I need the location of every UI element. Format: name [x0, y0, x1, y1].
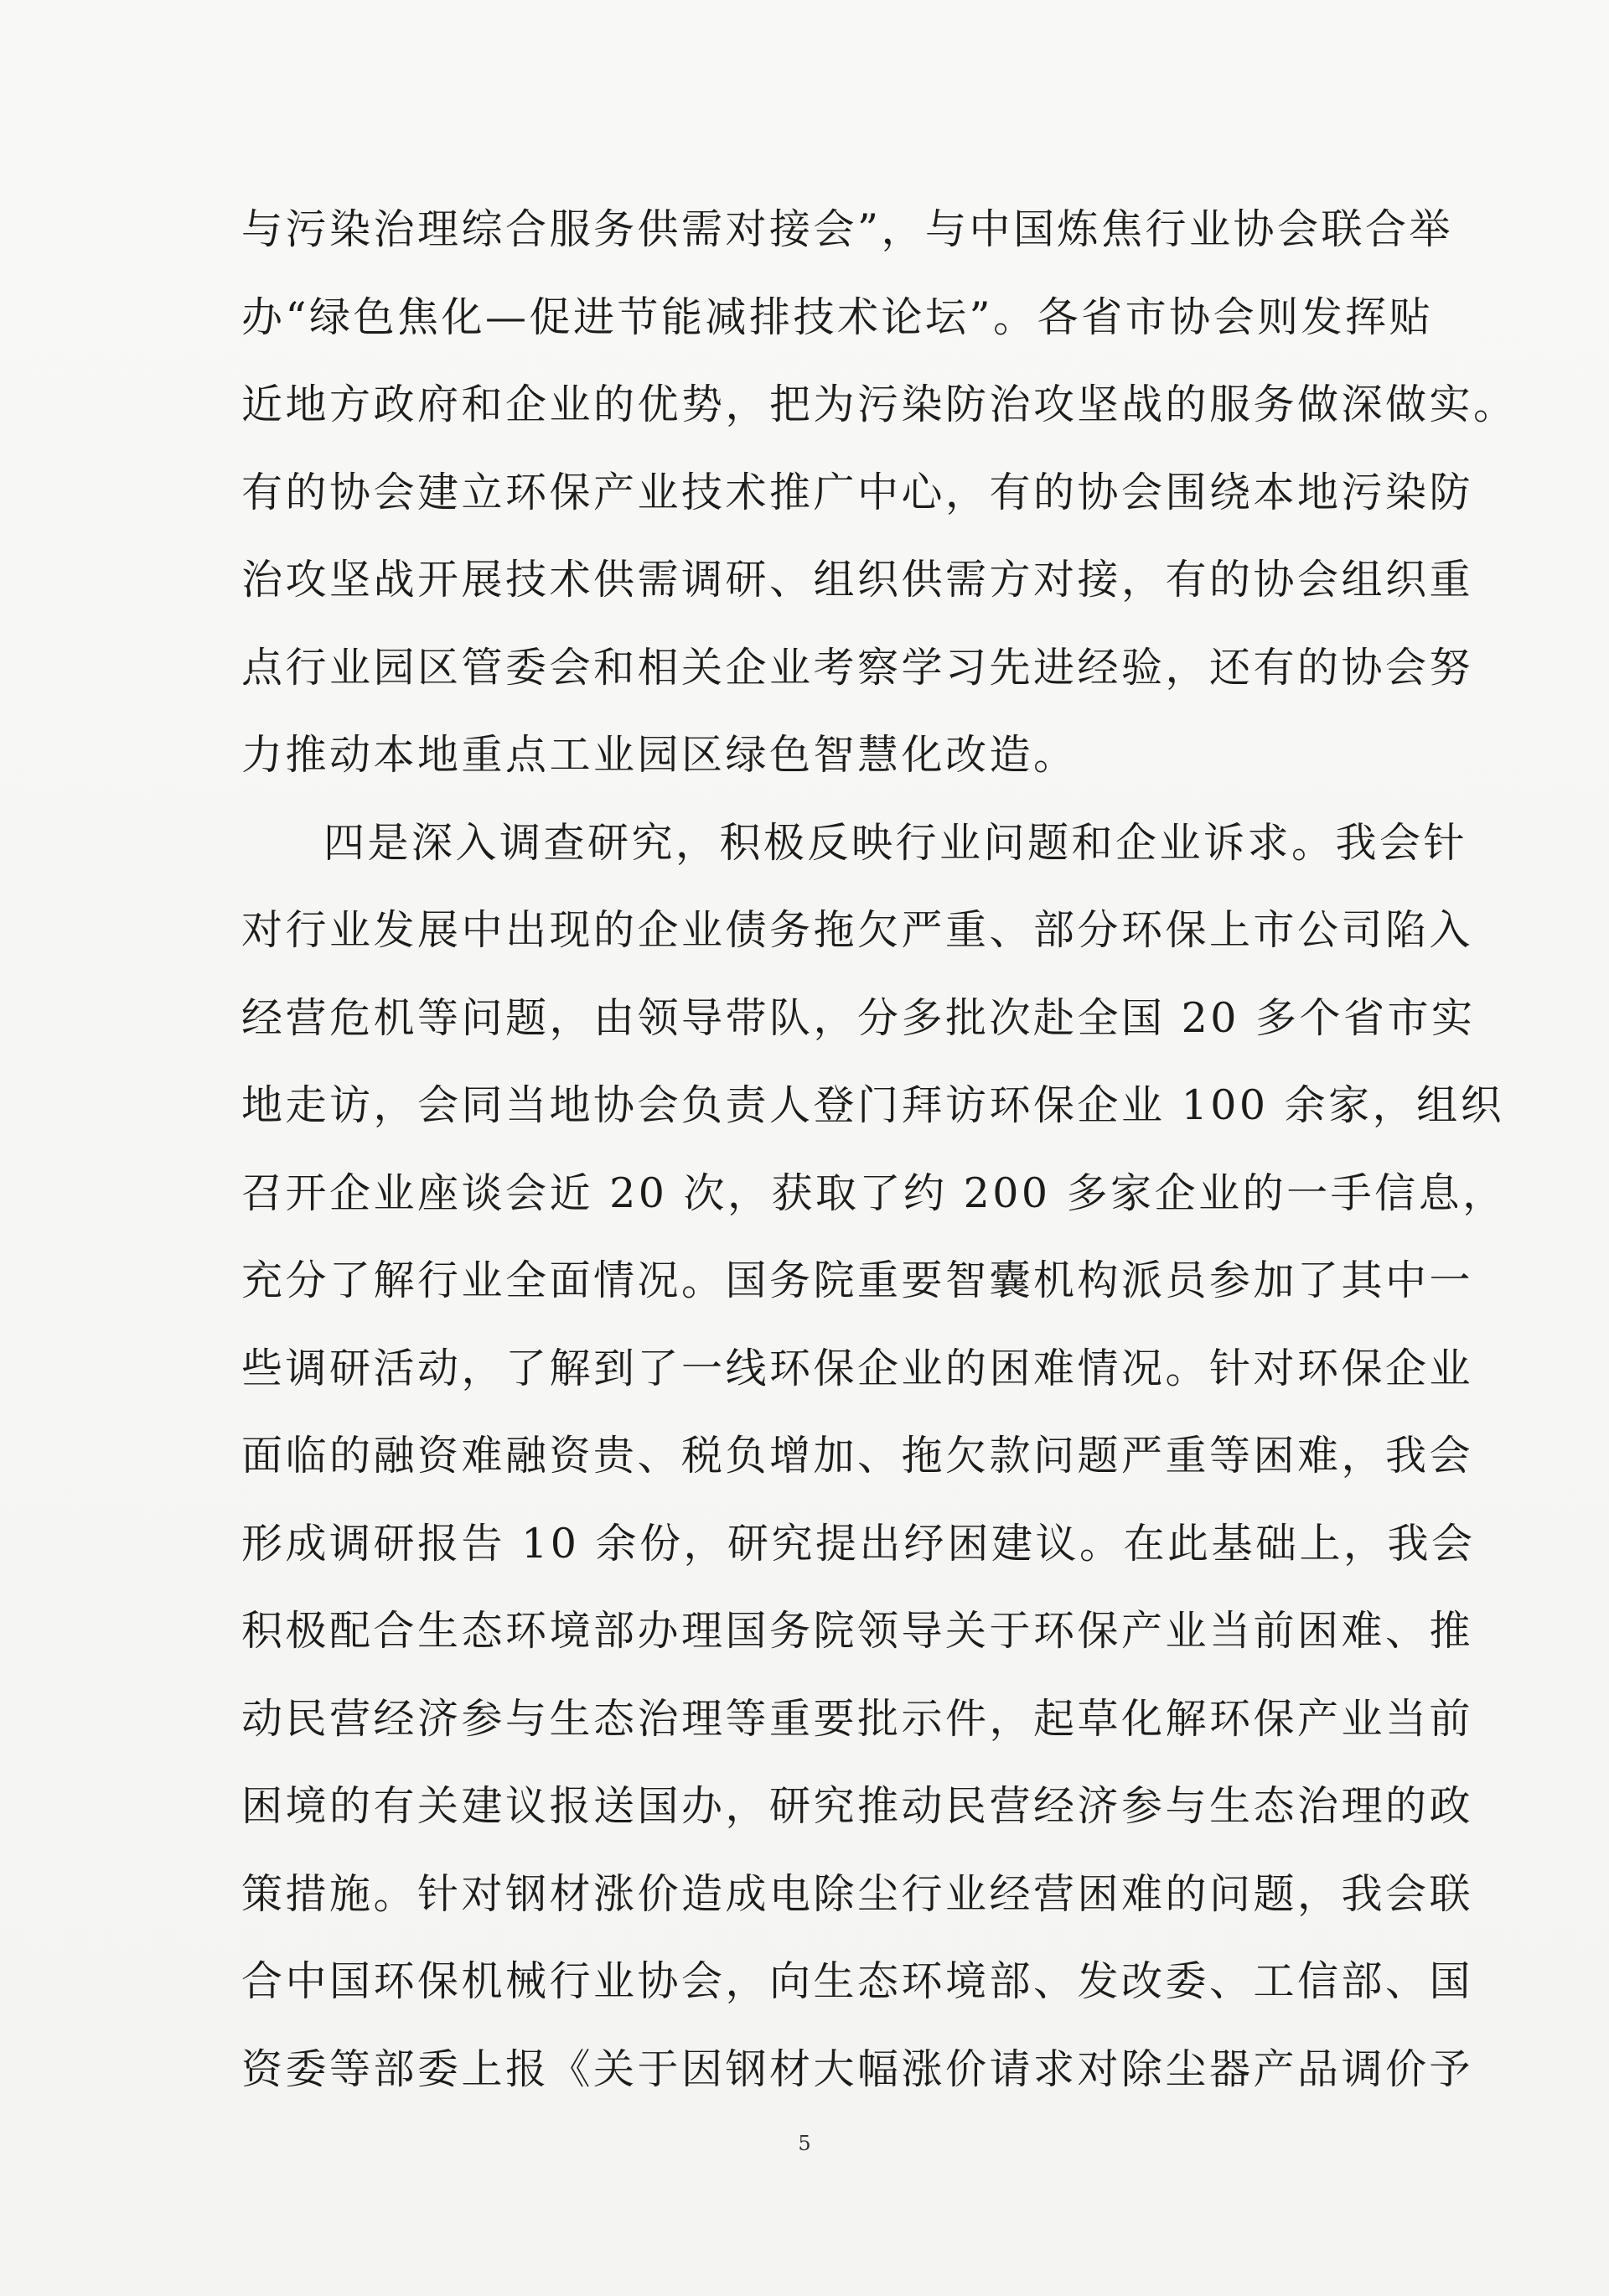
text-line: 困境的有关建议报送国办，研究推动民营经济参与生态治理的政 — [241, 1782, 1474, 1830]
text-line: 点行业园区管委会和相关企业考察学习先进经验，还有的协会努 — [241, 643, 1474, 692]
text-line: 办“绿色焦化—促进节能减排技术论坛”。各省市协会则发挥贴 — [241, 293, 1434, 341]
text-line: 与污染治理综合服务供需对接会”，与中国炼焦行业协会联合举 — [241, 205, 1454, 253]
text-line: 面临的融资难融资贵、税负增加、拖欠款问题严重等困难，我会 — [241, 1432, 1474, 1480]
text-line: 治攻坚战开展技术供需调研、组织供需方对接，有的协会组织重 — [241, 556, 1474, 604]
text-line: 动民营经济参与生态治理等重要批示件，起草化解环保产业当前 — [241, 1694, 1474, 1743]
text-line: 合中国环保机械行业协会，向生态环境部、发改委、工信部、国 — [241, 1957, 1474, 2005]
text-line: 形成调研报告 10 余份，研究提出纾困建议。在此基础上，我会 — [241, 1519, 1476, 1568]
text-line: 近地方政府和企业的优势，把为污染防治攻坚战的服务做深做实。 — [241, 381, 1518, 428]
text-line: 充分了解行业全面情况。国务院重要智囊机构派员参加了其中一 — [241, 1257, 1474, 1304]
text-line: 力推动本地重点工业园区绿色智慧化改造。 — [241, 731, 1078, 779]
text-line: 有的协会建立环保产业技术推广中心，有的协会围绕本地污染防 — [241, 468, 1474, 516]
body-text — [241, 186, 1518, 2113]
text-line: 对行业发展中出现的企业债务拖欠严重、部分环保上市公司陷入 — [241, 906, 1474, 954]
text-line: 策措施。针对钢材涨价造成电除尘行业经营困难的问题，我会联 — [241, 1869, 1474, 1918]
text-line: 积极配合生态环境部办理国务院领导关于环保产业当前困难、推 — [241, 1607, 1474, 1655]
text-line: 四是深入调查研究，积极反映行业问题和企业诉求。我会针 — [323, 818, 1468, 867]
text-line: 资委等部委上报《关于因钢材大幅涨价请求对除尘器产品调价予 — [241, 2045, 1474, 2093]
page-number: 5 — [798, 2132, 811, 2155]
text-line: 召开企业座谈会近 20 次，获取了约 200 多家企业的一手信息， — [241, 1169, 1507, 1217]
text-line: 些调研活动，了解到了一线环保企业的困难情况。针对环保企业 — [241, 1344, 1474, 1392]
text-line: 地走访，会同当地协会负责人登门拜访环保企业 100 余家，组织 — [241, 1081, 1505, 1129]
text-line: 经营危机等问题，由领导带队，分多批次赴全国 20 多个省市实 — [241, 993, 1476, 1042]
